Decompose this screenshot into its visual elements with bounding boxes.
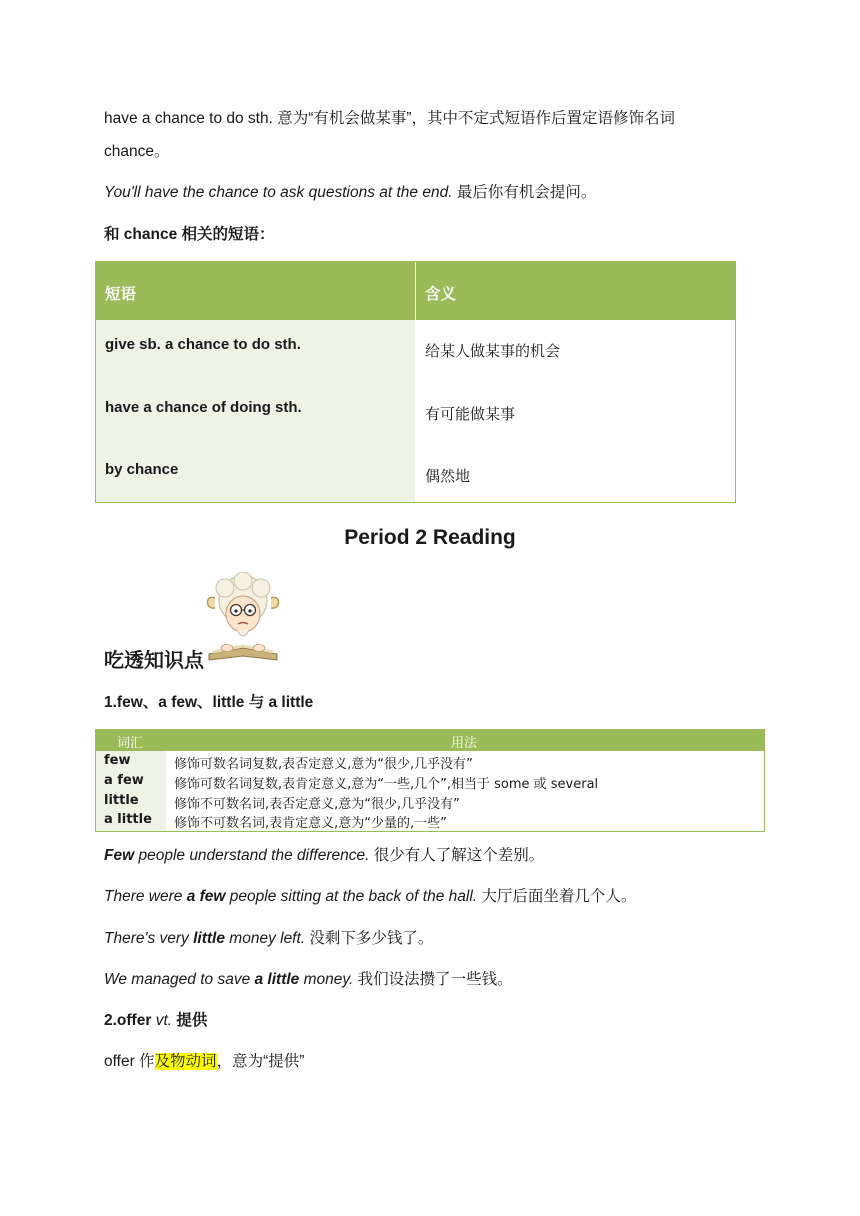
meaning-cell: 偶然地 bbox=[425, 468, 471, 485]
phrases-heading: 和 chance 相关的短语： bbox=[104, 226, 275, 243]
item1-heading: 1.few、a few、little 与 a little bbox=[104, 694, 314, 711]
phrase-cell: give sb. a chance to do sth. bbox=[105, 336, 301, 353]
example-translation: 没剩下多少钱了。 bbox=[305, 930, 434, 947]
example-text: money left. bbox=[224, 930, 306, 947]
usage-cell: 修饰不可数名词,表肯定意义,意为“少量的,一些” bbox=[174, 816, 447, 831]
example-keyword: a few bbox=[186, 888, 226, 905]
usage-cell: 修饰可数名词复数,表肯定意义,意为“一些,几个”,相当于 some 或 several bbox=[174, 777, 599, 792]
intro-line-1: have a chance to do sth. 意为“有机会做某事”，其中不定式短语作后置定语修饰名词 bbox=[104, 110, 676, 127]
usage-cell: 修饰可数名词复数,表否定意义,意为“很少,几乎没有” bbox=[174, 757, 473, 772]
example-keyword: little bbox=[193, 930, 225, 947]
chance-phrases-table bbox=[95, 261, 736, 503]
example-text: We managed to save bbox=[104, 971, 255, 988]
example-sentence bbox=[104, 846, 544, 866]
header-usage: 用法 bbox=[451, 736, 478, 751]
word-cell: a little bbox=[104, 812, 152, 827]
phrase-cell: have a chance of doing sth. bbox=[105, 399, 302, 416]
header-word: 词汇 bbox=[117, 736, 144, 751]
word-cell: little bbox=[104, 793, 139, 808]
example-chinese: 最后你有机会提问。 bbox=[452, 184, 597, 201]
example-translation: 很少有人了解这个差别。 bbox=[369, 847, 545, 864]
meaning-cell: 给某人做某事的机会 bbox=[425, 343, 561, 360]
phrase-cell: by chance bbox=[105, 461, 179, 478]
header-phrase: 短语 bbox=[105, 286, 137, 303]
example-text: money. bbox=[299, 971, 354, 988]
item2-line: offer 作及物动词，意为“提供” bbox=[104, 1053, 305, 1070]
example-keyword: Few bbox=[104, 847, 135, 864]
example-keyword: a little bbox=[254, 971, 300, 988]
word-cell: few bbox=[104, 753, 131, 768]
table-header bbox=[96, 730, 764, 751]
example-text: There were bbox=[104, 888, 187, 905]
word-cell: a few bbox=[104, 773, 144, 788]
intro-line-2: chance。 bbox=[104, 143, 170, 160]
knowledge-heading: 吃透知识点 bbox=[104, 650, 204, 672]
item2-heading: 2.offer vt. 提供 bbox=[104, 1012, 208, 1029]
example-text: There's very bbox=[104, 930, 194, 947]
chance-example bbox=[104, 183, 596, 203]
header-meaning: 含义 bbox=[425, 286, 457, 303]
example-text: people sitting at the back of the hall. bbox=[225, 888, 478, 905]
meaning-cell: 有可能做某事 bbox=[425, 406, 516, 423]
example-english: You'll have the chance to ask questions at the end. bbox=[104, 184, 453, 201]
example-sentence bbox=[104, 970, 513, 990]
section-title: Period 2 Reading bbox=[344, 526, 516, 549]
example-translation: 大厅后面坐着几个人。 bbox=[477, 888, 637, 905]
part-of-speech: vt. bbox=[155, 1012, 173, 1029]
usage-cell: 修饰不可数名词,表否定意义,意为“很少,几乎没有” bbox=[174, 797, 460, 812]
example-text: people understand the difference. bbox=[134, 847, 370, 864]
cartoon-sheep-reading-icon bbox=[203, 572, 283, 664]
example-sentence bbox=[104, 887, 636, 907]
example-sentence bbox=[104, 929, 433, 949]
few-little-table bbox=[95, 729, 765, 832]
highlighted-term: 及物动词 bbox=[154, 1053, 217, 1070]
example-translation: 我们设法攒了一些钱。 bbox=[353, 971, 513, 988]
